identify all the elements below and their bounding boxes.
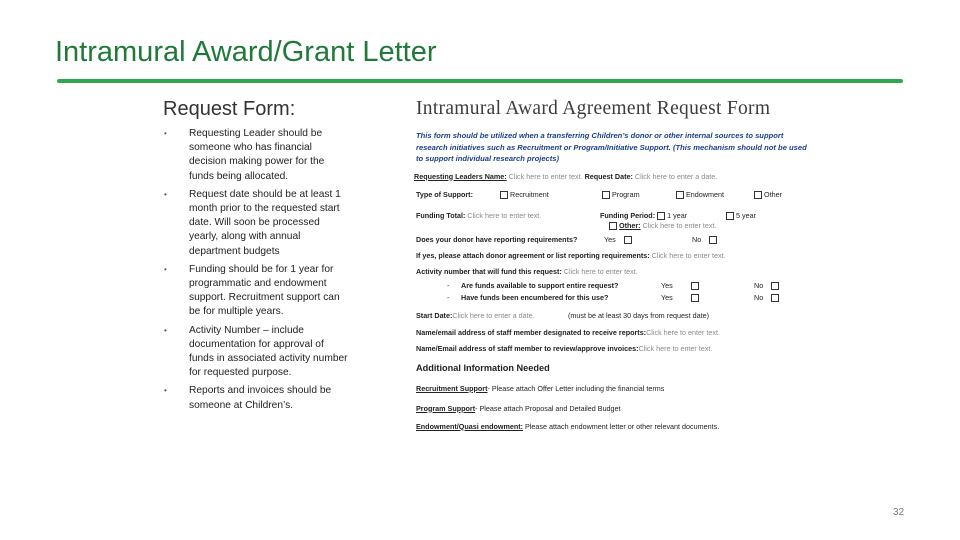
list-item: • Reports and invoices should be someone at Children’s. [164,385,332,411]
approve-invoices-field[interactable]: Click here to enter text. [638,343,713,353]
funds-encumbered-yes[interactable]: Yes [661,293,701,303]
title-divider [57,79,903,83]
row-approve-invoices [414,338,814,355]
list-item: • Activity Number – include documentation for approval of funds in associated activity number for requested purpose. [164,324,348,379]
receive-reports-field[interactable]: Click here to enter text. [646,327,720,337]
slide-title: Intramural Award/Grant Letter [55,36,437,68]
row-receive-reports [414,322,814,338]
row-start-date [414,303,814,322]
list-item: • Funding should be for 1 year for programmatic and endowment support. Recruitment support can be for multiple years. [164,263,340,318]
row-activity-number [414,263,814,277]
row-reporting [414,230,814,247]
checkbox-icon [500,191,508,199]
row-endowment: Endowment/Quasi endowment: Please attach endowment letter or other relevant documents. [416,421,720,431]
checkbox-icon[interactable] [609,222,617,230]
approve-invoices-label: Name/Email address of staff member to review/approve invoices: [416,343,639,353]
checkbox-program[interactable]: Program [600,190,640,200]
funding-total-label: Funding Total: [416,210,466,220]
start-date-field[interactable]: Click here to enter a date. [452,310,535,320]
row-program-support: Program Support- Please attach Proposal and Detailed Budget [416,403,621,413]
funding-period-label: Funding Period: [600,210,656,220]
row-type-of-support [414,186,814,206]
checkbox-other[interactable]: Other [752,190,782,200]
row-funds-encumbered: - Have funds been encumbered for this use? Yes No [414,289,814,303]
form-title: Intramural Award Agreement Request Form [416,98,771,119]
row-recruitment-support: Recruitment Support- Please attach Offer Letter including the financial terms [416,383,665,393]
reporting-question: Does your donor have reporting requirements? [416,234,578,244]
request-form-heading: Request Form: [163,98,296,120]
row-funds-available: - Are funds available to support entire request? Yes No [414,277,814,289]
start-date-note: (must be at least 30 days from request date) [568,310,710,320]
row-additional-heading [414,355,814,375]
funds-encumbered-question: Have funds been encumbered for this use? [461,292,609,302]
checkbox-icon [624,236,632,244]
activity-number-label: Activity number that will fund this request: [416,266,562,276]
attach-question: If yes, please attach donor agreement or list reporting requirements: [416,250,650,260]
recruitment-support-label: Recruitment Support [416,383,488,393]
reporting-no[interactable]: No [692,235,719,245]
funds-available-yes[interactable]: Yes [661,281,701,291]
checkbox-icon[interactable] [657,212,665,220]
other-period-label: Other: [619,220,641,230]
checkbox-endowment[interactable]: Endowment [674,190,724,200]
funds-available-no[interactable]: No [754,281,781,291]
requesting-leader-field[interactable]: Click here to enter text. [508,171,583,181]
funds-encumbered-no[interactable]: No [754,293,781,303]
funds-available-question: Are funds available to support entire request? [461,280,619,290]
reporting-yes[interactable]: Yes [604,235,634,245]
requesting-leader-label: Requesting Leaders Name: [414,171,507,181]
form-intro: This form should be utilized when a transferring Children’s donor or other internal sources to support research initiatives such as Recruitment or Program/Initiative Support. (This mechanism should not be used to support individual research projects) [416,131,807,163]
funding-total-field[interactable]: Click here to enter text. [467,210,542,220]
checkbox-icon [754,191,762,199]
bullet-icon: • [164,189,167,199]
checkbox-icon [676,191,684,199]
request-date-label: Request Date: [584,171,633,181]
checkbox-recruitment[interactable]: Recruitment [498,190,549,200]
additional-info-heading: Additional Information Needed [416,362,550,373]
activity-number-field[interactable]: Click here to enter text. [563,266,638,276]
checkbox-icon [709,236,717,244]
request-form-image [414,98,814,431]
bullet-icon: • [164,129,167,138]
row-requesting-leader [414,172,814,186]
attach-field[interactable]: Click here to enter text. [651,250,726,260]
request-date-field[interactable]: Click here to enter a date. [634,171,718,181]
row-attach-requirements [414,247,814,263]
type-of-support-label: Type of Support: [416,189,473,199]
start-date-label: Start Date: [416,310,453,320]
other-period-field[interactable]: Click here to enter text. [642,220,717,230]
endowment-label: Endowment/Quasi endowment: [416,421,524,431]
page-number: 32 [893,507,905,518]
checkbox-icon [602,191,610,199]
list-item: • Requesting Leader should be someone who has financial decision making power for the funds being allocated. [164,128,325,182]
bullet-icon: • [164,264,167,274]
program-support-label: Program Support [416,403,476,413]
bullet-icon: • [164,325,167,335]
checkbox-icon [771,294,779,302]
guidelines-list [163,127,348,417]
bullet-icon: • [164,386,167,396]
receive-reports-label: Name/email address of staff member designated to receive reports: [416,327,647,337]
list-item: • Request date should be at least 1 month prior to the requested start date. Will soon be processed yearly, along with annual department budgets [164,188,341,257]
checkbox-icon [691,294,699,302]
row-funding: Funding Total: Click here to enter text. Funding Period: 1 year 5 year Other: Click here to enter text. [416,210,756,230]
checkbox-icon[interactable] [726,212,734,220]
